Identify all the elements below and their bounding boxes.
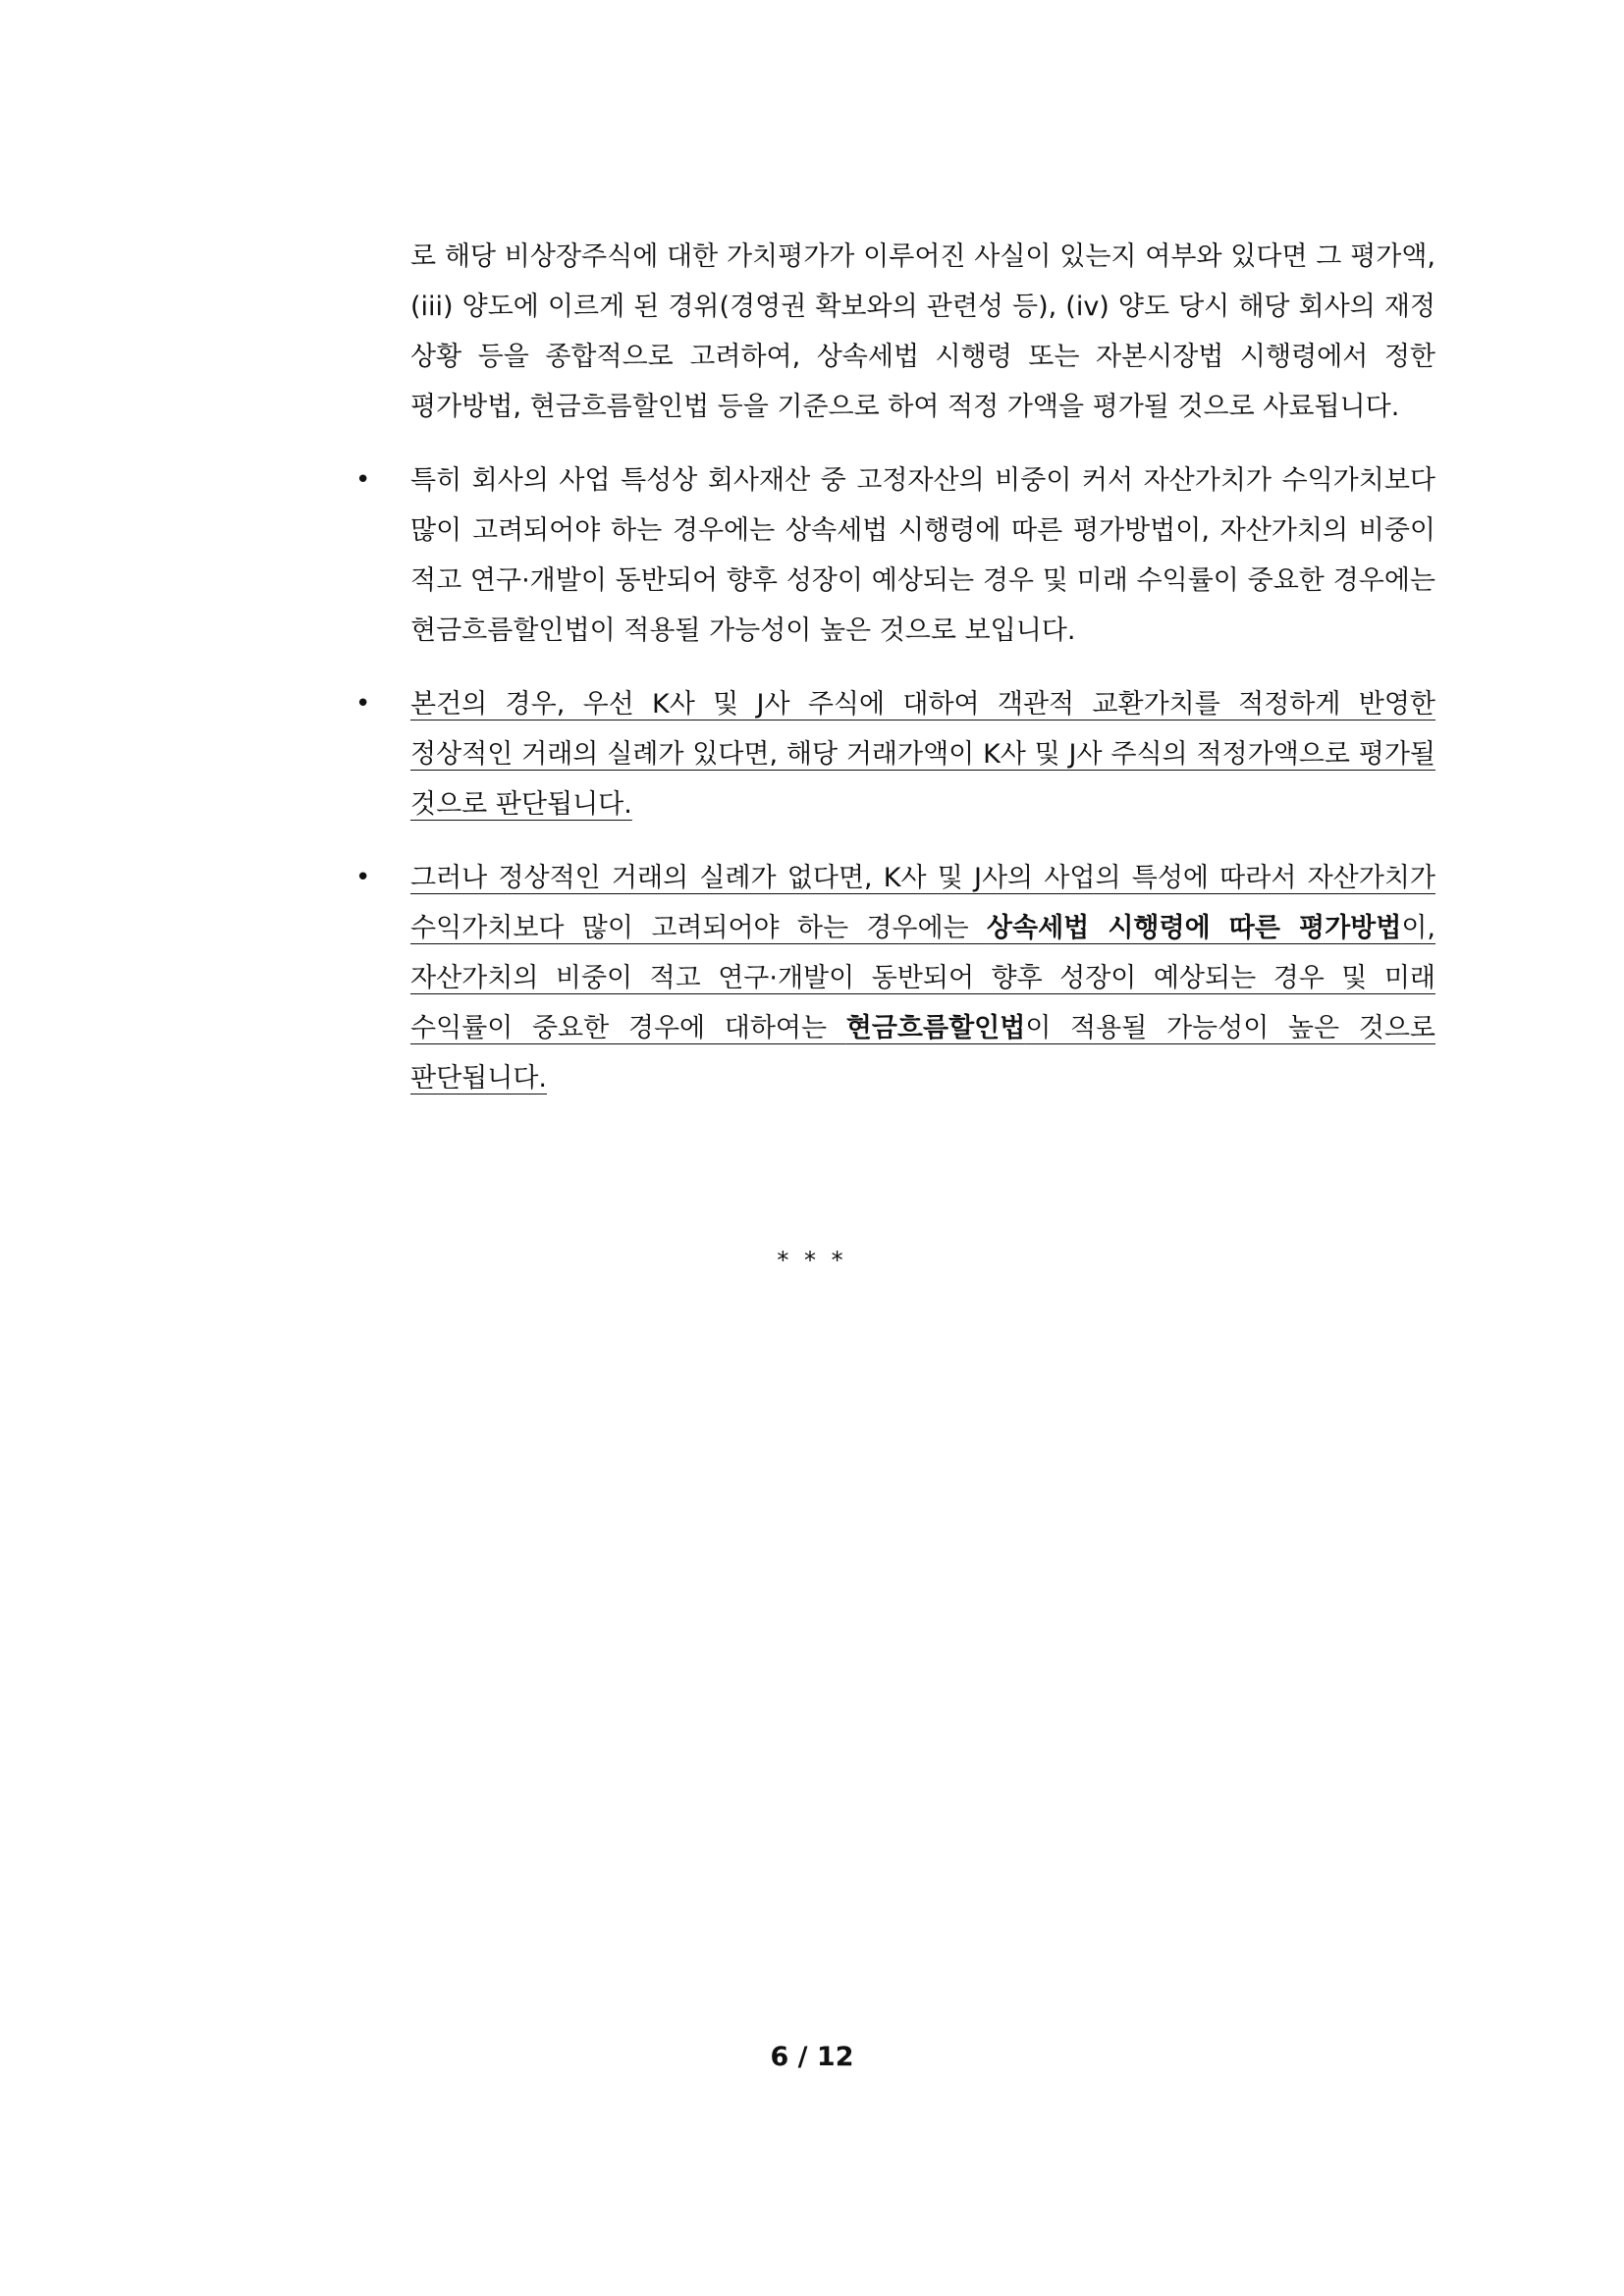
page-number: 6 / 12 bbox=[770, 2042, 854, 2072]
continuation-paragraph: 로 해당 비상장주식에 대한 가치평가가 이루어진 사실이 있는지 여부와 있다면 그 평가액, (iii) 양도에 이르게 된 경위(경영권 확보와의 관련성 등), (iv) 양도 당시 해당 회사의 재정 상황 등을 종합적으로 고려하여, 상속세법 시행령 또는 자본시장법 시행령에서 정한 평가방법, 현금흐름할인법 등을 기준으로 하여 적정 가액을 평가될 것으로 사료됩니다. bbox=[410, 241, 1435, 422]
bullet-icon: • bbox=[355, 863, 371, 892]
bullet-text bbox=[410, 679, 1435, 829]
text-segment: 그러나 정상적인 거래의 실례가 없다면, K사 및 J사의 사업의 특성에 따라서 자산가치가 수익가치보다 많이 고려되어야 하는 경우에는 bbox=[410, 863, 1435, 943]
text-segment: 이, 자산가치의 비중이 적고 연구·개발이 동반되어 향후 성장이 예상되는 경우 및 미래 수익률이 중요한 경우에 대하여는 bbox=[410, 913, 1435, 1043]
bold-term-dcf-method: 현금흐름할인법 bbox=[845, 1013, 1026, 1043]
document-body bbox=[355, 232, 1435, 1127]
bullet-item-market-transaction bbox=[355, 679, 1435, 829]
bullet-text: 특히 회사의 사업 특성상 회사재산 중 고정자산의 비중이 커서 자산가치가 수익가치보다 많이 고려되어야 하는 경우에는 상속세법 시행령에 따른 평가방법이, 자산가치의 비중이 적고 연구·개발이 동반되어 향후 성장이 예상되는 경우 및 미래 수익률이 중요한 경우에는 현금흐름할인법이 적용될 가능성이 높은 것으로 보입니다. bbox=[410, 465, 1435, 646]
section-separator: * * * bbox=[777, 1247, 847, 1274]
bullet-text bbox=[410, 853, 1435, 1103]
bullet-icon: • bbox=[355, 689, 371, 719]
bullet-icon: • bbox=[355, 465, 371, 495]
underlined-text: 본건의 경우, 우선 K사 및 J사 주식에 대하여 객관적 교환가치를 적정하게 반영한 정상적인 거래의 실례가 있다면, 해당 거래가액이 K사 및 J사 주식의 적정가액으로 평가될 것으로 판단됩니다. bbox=[410, 689, 1435, 820]
bold-term-inheritance-tax-method: 상속세법 시행령에 따른 평가방법 bbox=[986, 913, 1402, 943]
text-segment: 이 적용될 가능성이 높은 것으로 판단됩니다. bbox=[410, 1013, 1435, 1094]
bullet-item-conclusion bbox=[355, 853, 1435, 1103]
underlined-text bbox=[410, 863, 1435, 1094]
bullet-item-asset-value bbox=[355, 455, 1435, 656]
